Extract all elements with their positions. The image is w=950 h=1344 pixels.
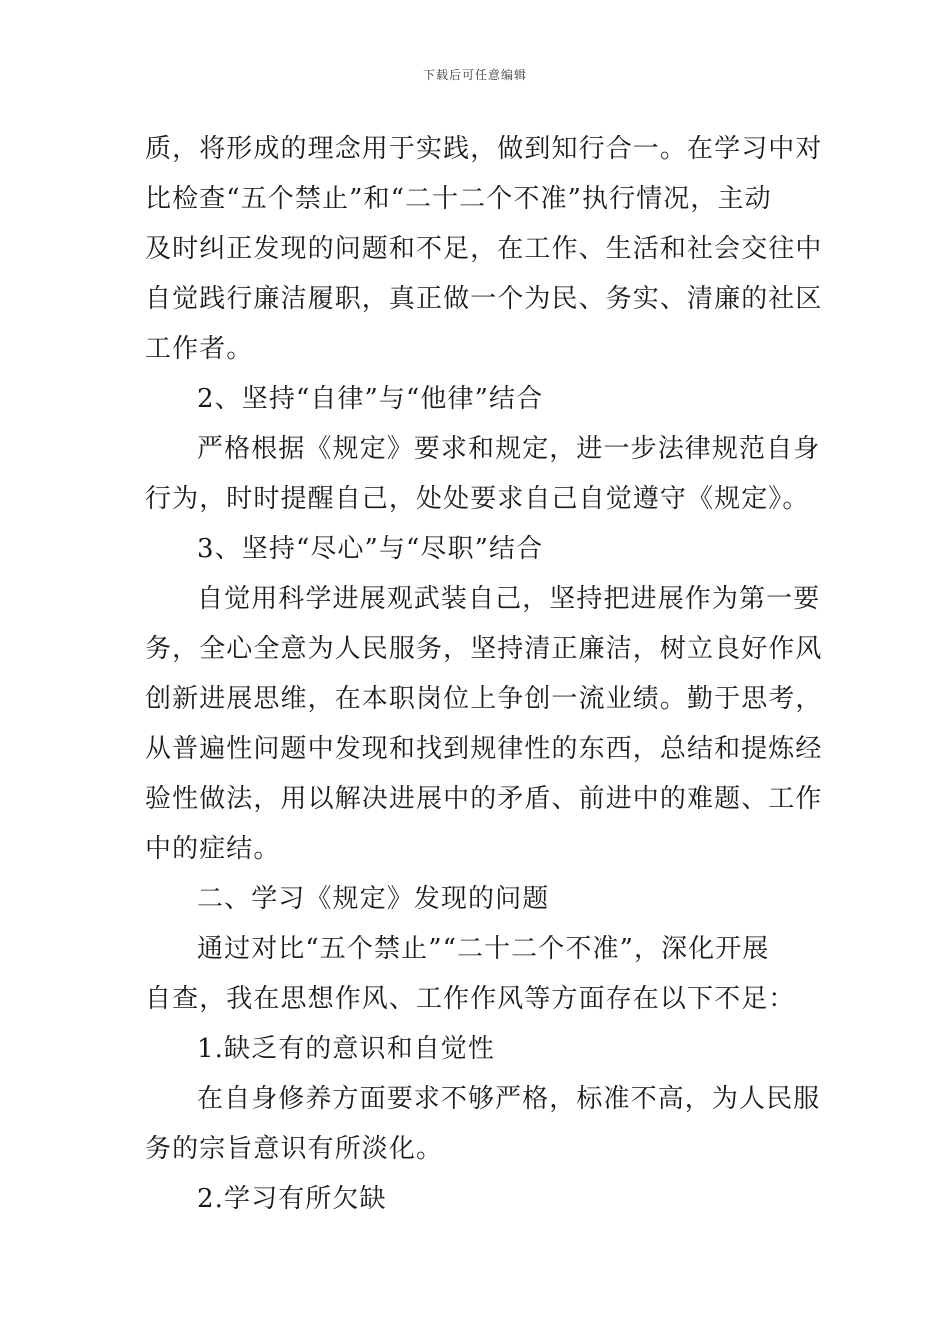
text-line: 比检查“五个禁止”和“二十二个不准”执行情况，主动 [145, 184, 772, 214]
text-line: 自查，我在思想作风、工作作风等方面存在以下不足： [145, 984, 796, 1014]
text-line: 务的宗旨意识有所淡化。 [145, 1134, 444, 1164]
text-line: 中的症结。 [145, 834, 281, 864]
document-body [145, 124, 823, 1224]
section-heading: 2、坚持“自律”与“他律”结合 [197, 384, 544, 414]
text-line: 务，全心全意为人民服务，坚持清正廉洁，树立良好作风 [145, 634, 823, 664]
text-line: 自觉践行廉洁履职，真正做一个为民、务实、清廉的社区 [145, 284, 823, 314]
text-line: 从普遍性问题中发现和找到规律性的东西，总结和提炼经 [145, 734, 823, 764]
text-line: 通过对比“五个禁止”“二十二个不准”，深化开展 [197, 934, 770, 964]
text-line: 自觉用科学进展观武装自己，坚持把进展作为第一要 [197, 584, 821, 614]
text-line: 创新进展思维，在本职岗位上争创一流业绩。勤于思考， [145, 684, 823, 714]
text-line: 在自身修养方面要求不够严格，标准不高，为人民服 [197, 1084, 821, 1114]
section-heading: 3、坚持“尽心”与“尽职”结合 [197, 534, 544, 564]
text-line: 及时纠正发现的问题和不足，在工作、生活和社会交往中 [145, 234, 823, 264]
section-heading: 1.缺乏有的意识和自觉性 [197, 1034, 496, 1064]
page-header: 下载后可任意编辑 [422, 68, 527, 82]
section-heading: 2.学习有所欠缺 [197, 1184, 387, 1214]
text-line: 质，将形成的理念用于实践，做到知行合一。在学习中对 [145, 134, 823, 164]
text-line: 行为，时时提醒自己，处处要求自己自觉遵守《规定》。 [145, 484, 810, 514]
text-line: 严格根据《规定》要求和规定，进一步法律规范自身 [197, 434, 821, 464]
section-heading: 二、学习《规定》发现的问题 [197, 884, 550, 914]
text-line: 验性做法，用以解决进展中的矛盾、前进中的难题、工作 [145, 784, 823, 814]
text-line: 工作者。 [145, 334, 254, 364]
